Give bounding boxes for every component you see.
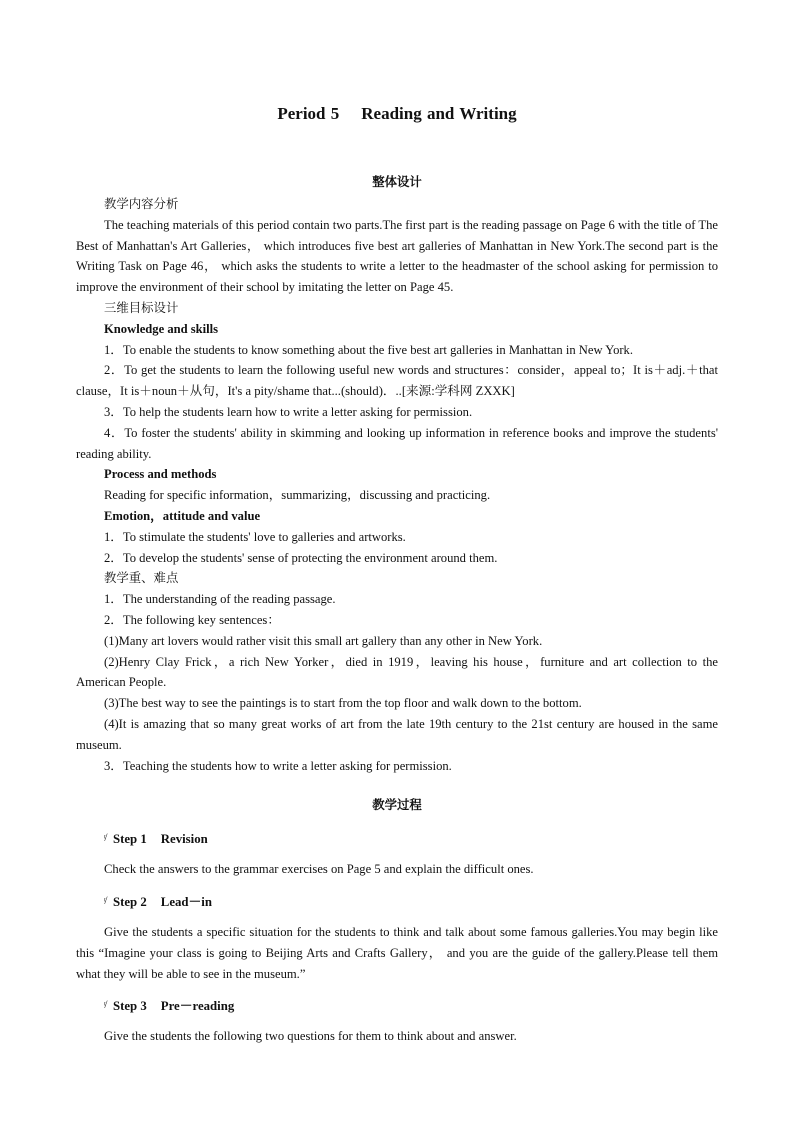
content-analysis-label: 教学内容分析 bbox=[104, 196, 179, 211]
step-2-body bbox=[76, 922, 718, 984]
step-label: Step 2 bbox=[113, 895, 147, 909]
step-1-body bbox=[76, 859, 718, 880]
knowledge-skills-label: Knowledge and skills bbox=[104, 321, 219, 336]
step-1-heading bbox=[104, 829, 208, 849]
key-sentence: (2)Henry Clay Frick，a rich New Yorker，died in 1919，leaving his house，furniture and art collection to the American People. bbox=[76, 654, 718, 690]
knowledge-item: 2．To get the students to learn the following useful new words and structures：consider，appeal to；It is＋adj.＋that clause，It is＋noun＋从句，It's a pity/shame that...(should)．..[来源:学科网 ZXXK] bbox=[76, 363, 718, 399]
step-2-heading bbox=[104, 892, 212, 912]
knowledge-item: 3．To help the students learn how to write a letter asking for permission. bbox=[104, 404, 473, 419]
emotion-label: Emotion，attitude and value bbox=[104, 508, 261, 523]
step-name: Revision bbox=[160, 832, 208, 846]
process-methods-label: Process and methods bbox=[104, 467, 217, 482]
key-point-item: 1．The understanding of the reading passage. bbox=[104, 592, 336, 607]
process-methods-text: Reading for specific information，summarizing，discussing and practicing. bbox=[104, 488, 491, 503]
step-marker-icon: ᵗ̸ bbox=[104, 833, 106, 844]
step-3-body bbox=[76, 1026, 718, 1047]
section-heading-overall-design: 整体设计 bbox=[372, 174, 422, 189]
step-name: Lead－in bbox=[160, 895, 212, 909]
step-text: Give the students a specific situation for the students to think and talk about some famous galleries.You may begin like this “Imagine your class is going to Beijing Arts and Crafts Gallery， and you are the guide of the gallery.Please tell them what they will be able to see in the museum.” bbox=[76, 925, 718, 981]
step-label: Step 1 bbox=[113, 832, 147, 846]
step-marker-icon: ᵗ̸ bbox=[104, 896, 106, 907]
knowledge-item: 4．To foster the students' ability in skimming and looking up information in reference books and improve the students' reading ability. bbox=[76, 425, 718, 461]
key-points-label: 教学重、难点 bbox=[104, 570, 179, 586]
emotion-item: 1．To stimulate the students' love to galleries and artworks. bbox=[104, 529, 406, 544]
knowledge-item: 1．To enable the students to know something about the five best art galleries in Manhattan in New York. bbox=[104, 342, 634, 357]
key-sentence: (4)It is amazing that so many great works of art from the late 19th century to the 21st century are housed in the same museum. bbox=[76, 716, 718, 752]
emotion-item: 2．To develop the students' sense of protecting the environment around them. bbox=[104, 550, 498, 565]
key-point-item: 2．The following key sentences： bbox=[104, 612, 280, 627]
step-label: Step 3 bbox=[113, 999, 147, 1013]
step-marker-icon: ᵗ̸ bbox=[104, 1000, 106, 1011]
overall-design-section bbox=[76, 194, 718, 776]
key-point-item: 3．Teaching the students how to write a letter asking for permission. bbox=[104, 758, 452, 773]
step-text: Give the students the following two questions for them to think about and answer. bbox=[104, 1029, 517, 1043]
title-period: Period 5 bbox=[277, 104, 340, 123]
step-3-heading bbox=[104, 996, 234, 1016]
objectives-label: 三维目标设计 bbox=[104, 299, 179, 315]
section-heading-teaching-process: 教学过程 bbox=[372, 797, 422, 812]
step-text: Check the answers to the grammar exercises on Page 5 and explain the difficult ones. bbox=[104, 862, 534, 876]
page-title bbox=[76, 103, 718, 125]
step-name: Pre－reading bbox=[160, 999, 235, 1013]
title-topic: Reading and Writing bbox=[361, 104, 517, 123]
content-analysis-paragraph: The teaching materials of this period contain two parts.The first part is the reading passage on Page 6 with the title of The Best of Manhattan's Art Galleries， which introduces five best art galleries of Manhattan in New York.The second part is the Writing Task on Page 46， which asks the students to write a letter to the headmaster of the school asking for permission to improve the environment of their school by imitating the letter on Page 45. bbox=[76, 217, 718, 295]
key-sentence: (3)The best way to see the paintings is to start from the top floor and walk down to the bottom. bbox=[104, 696, 582, 711]
key-sentence: (1)Many art lovers would rather visit this small art gallery than any other in New York. bbox=[104, 633, 543, 648]
